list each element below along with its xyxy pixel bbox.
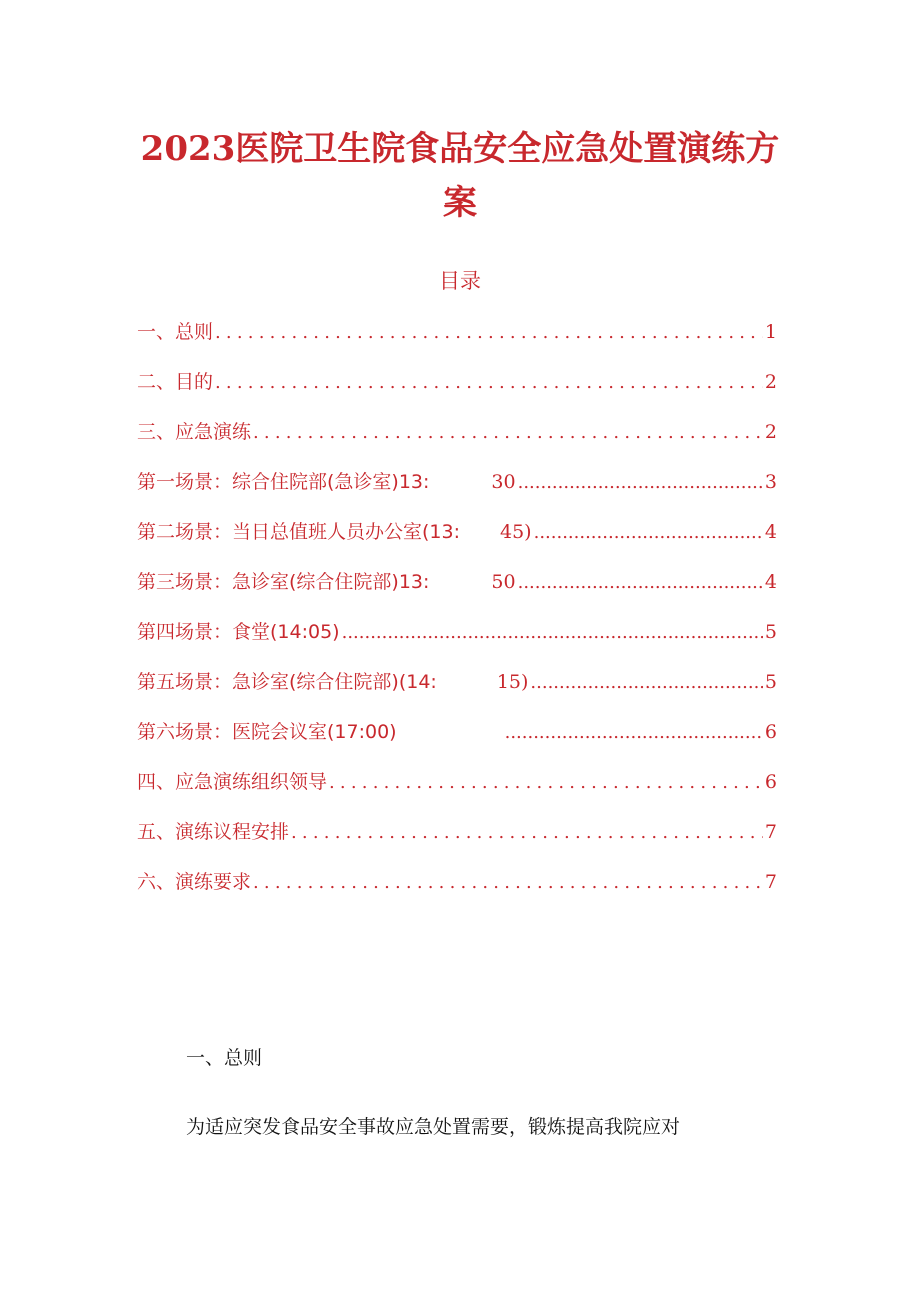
toc-item-label: 三、应急演练 [137, 421, 252, 443]
toc-item-page: 5 [764, 671, 777, 693]
toc-item-scene-3[interactable] [137, 567, 777, 617]
toc-item-label: 二、目的 [137, 371, 214, 393]
toc-leader-dots [215, 318, 763, 348]
toc-item-page: 2 [764, 421, 777, 443]
toc-item-scene-2[interactable] [137, 517, 777, 567]
toc-leader-dots [518, 468, 763, 498]
toc-leader-dots [253, 868, 763, 898]
toc-leader-dots [253, 418, 763, 448]
toc-item-label: 第三场景：急诊室(综合住院部)13: [137, 571, 430, 593]
toc-item-label: 第四场景：食堂(14:05) [137, 621, 340, 643]
toc-item-label: 第六场景：医院会议室(17:00) [137, 721, 397, 743]
toc-leader-dots [215, 368, 763, 398]
toc-item-page: 1 [764, 321, 777, 343]
section-heading-general-principles: 一、总则 [186, 1047, 263, 1069]
section-body-paragraph: 为适应突发食品安全事故应急处置需要，锻炼提高我院应对 [186, 1116, 681, 1138]
toc-item-page: 6 [764, 721, 777, 743]
table-of-contents [137, 317, 777, 917]
toc-leader-dots [342, 618, 763, 648]
toc-item-drill-requirements[interactable] [137, 867, 777, 917]
toc-item-label: 五、演练议程安排 [137, 821, 290, 843]
toc-item-purpose[interactable] [137, 367, 777, 417]
toc-item-page: 4 [764, 521, 777, 543]
toc-item-page: 5 [764, 621, 777, 643]
toc-item-page: 4 [764, 571, 777, 593]
toc-item-page: 3 [764, 471, 777, 493]
toc-item-page: 7 [764, 871, 777, 893]
toc-leader-dots [291, 818, 763, 848]
toc-leader-dots [518, 568, 763, 598]
toc-item-label: 四、应急演练组织领导 [137, 771, 328, 793]
toc-item-page: 7 [764, 821, 777, 843]
toc-item-label: 第五场景：急诊室(综合住院部)(14: [137, 671, 437, 693]
toc-item-scene-4[interactable] [137, 617, 777, 667]
toc-item-general-principles[interactable] [137, 317, 777, 367]
toc-item-label: 六、演练要求 [137, 871, 252, 893]
toc-leader-dots [505, 718, 763, 748]
toc-item-time-tail: 15) [496, 671, 529, 693]
toc-item-time-tail: 30 [491, 471, 516, 493]
toc-item-scene-6[interactable] [137, 717, 777, 767]
toc-item-page: 2 [764, 371, 777, 393]
toc-item-label: 第一场景：综合住院部(急诊室)13: [137, 471, 430, 493]
toc-heading: 目录 [439, 269, 481, 293]
toc-item-label: 一、总则 [137, 321, 214, 343]
document-title-line-2: 案 [443, 183, 477, 223]
toc-item-scene-1[interactable] [137, 467, 777, 517]
toc-item-time-tail: 45) [500, 521, 532, 543]
toc-item-emergency-drill[interactable] [137, 417, 777, 467]
document-title [120, 122, 800, 230]
toc-item-drill-leadership[interactable] [137, 767, 777, 817]
toc-leader-dots [530, 668, 762, 698]
toc-item-drill-agenda[interactable] [137, 817, 777, 867]
toc-leader-dots [329, 768, 763, 798]
toc-leader-dots [534, 518, 763, 548]
document-title-line-1: 2023医院卫生院食品安全应急处置演练方 [140, 129, 780, 169]
toc-item-time-tail: 50 [491, 571, 516, 593]
toc-item-page: 6 [764, 771, 777, 793]
toc-item-scene-5[interactable] [137, 667, 777, 717]
toc-item-label: 第二场景：当日总值班人员办公室(13: [137, 521, 460, 543]
